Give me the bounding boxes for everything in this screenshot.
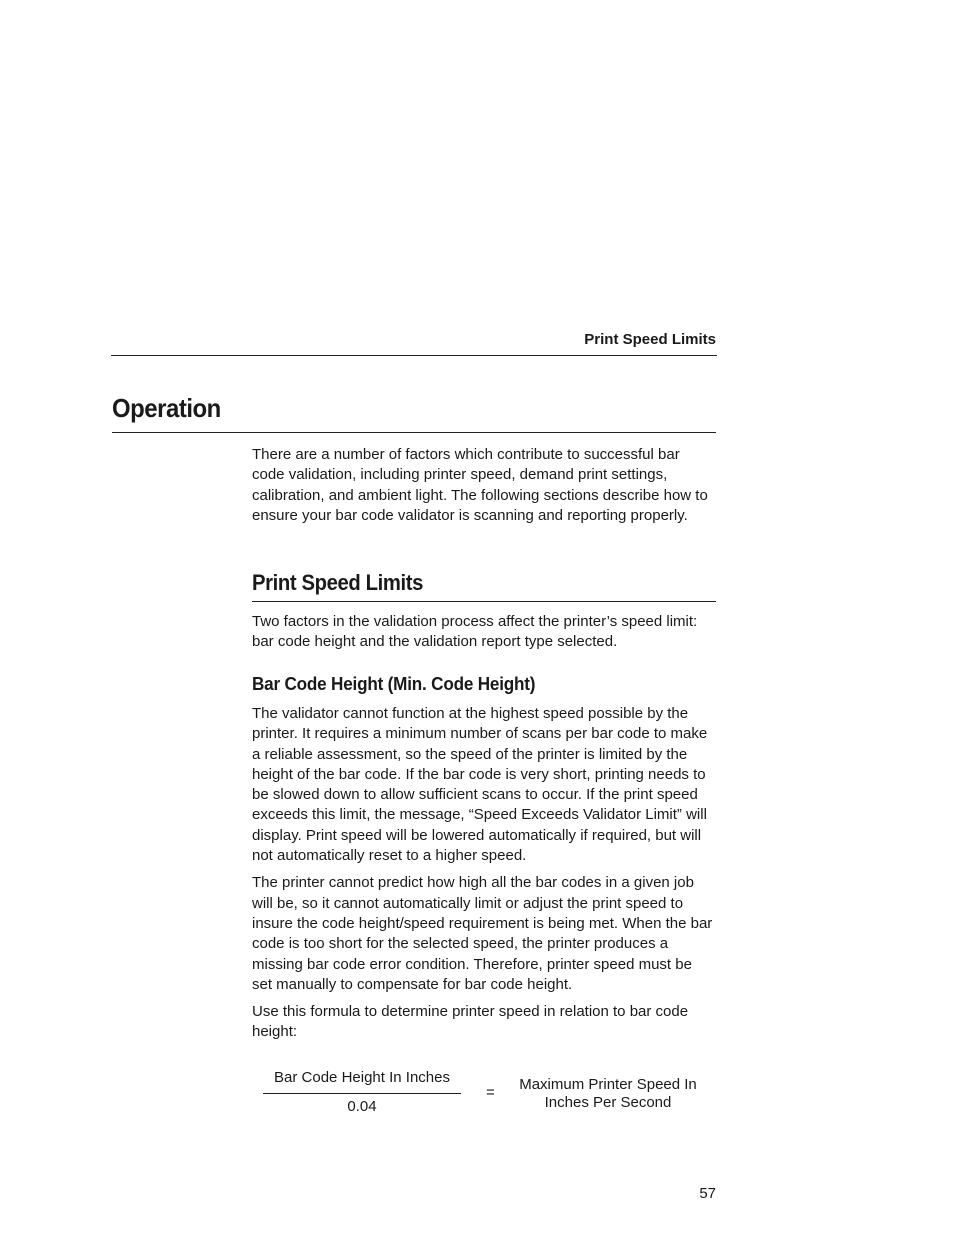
chapter-intro — [252, 445, 716, 526]
fraction-bar — [263, 1093, 461, 1094]
chapter-rule — [112, 432, 716, 433]
subsection-title: Bar Code Height (Min. Code Height) — [252, 674, 536, 694]
formula-result-line-2: Inches Per Second — [544, 1094, 672, 1111]
running-header: Print Speed Limits — [584, 331, 716, 348]
paragraph-1: The validator cannot function at the highest speed possible by the printer. It requires a minimum number of scans per bar code to make a reliable assessment, so the speed of the printer is limited by the height of the bar code. If the bar code is very short, printing needs to be slowed down to allow sufficient scans to occur. If the print speed exceeds this limit, the message, “Speed Exceeds Validator Limit” will display. Print speed will be lowered automatically if required, but will not automatically reset to a higher speed. — [252, 705, 708, 865]
formula-numerator: Bar Code Height In Inches — [274, 1069, 450, 1086]
section-rule — [252, 601, 716, 602]
page-number: 57 — [699, 1185, 716, 1202]
formula-result — [506, 1076, 710, 1112]
paragraph-2: The printer cannot predict how high all the bar codes in a given job will be, so it cannot automatically limit or adjust the print speed to insure the code height/speed requirement is being met. When the bar code is too short for the selected speed, the printer produces a missing bar code error condition. Therefore, printer speed must be set manually to compensate for bar code height. — [252, 874, 713, 993]
section-intro-text: Two factors in the validation process affect the printer’s speed limit: bar code height and the validation report type selected. — [252, 613, 698, 651]
formula-denominator: 0.04 — [347, 1098, 377, 1115]
section-intro — [252, 612, 716, 653]
paragraph-3: Use this formula to determine printer speed in relation to bar code height: — [252, 1003, 689, 1041]
formula-equals-sign: = — [486, 1084, 495, 1101]
formula-result-line-1: Maximum Printer Speed In — [519, 1076, 697, 1093]
chapter-title: Operation — [112, 393, 221, 423]
chapter-intro-text: There are a number of factors which contribute to successful bar code validation, including printer speed, demand print settings, calibration, and ambient light. The following sections describe how to ensure your bar code validator is scanning and reporting properly. — [252, 446, 708, 524]
header-rule — [111, 355, 717, 356]
section-title: Print Speed Limits — [252, 570, 424, 595]
subsection-body — [252, 704, 716, 1043]
